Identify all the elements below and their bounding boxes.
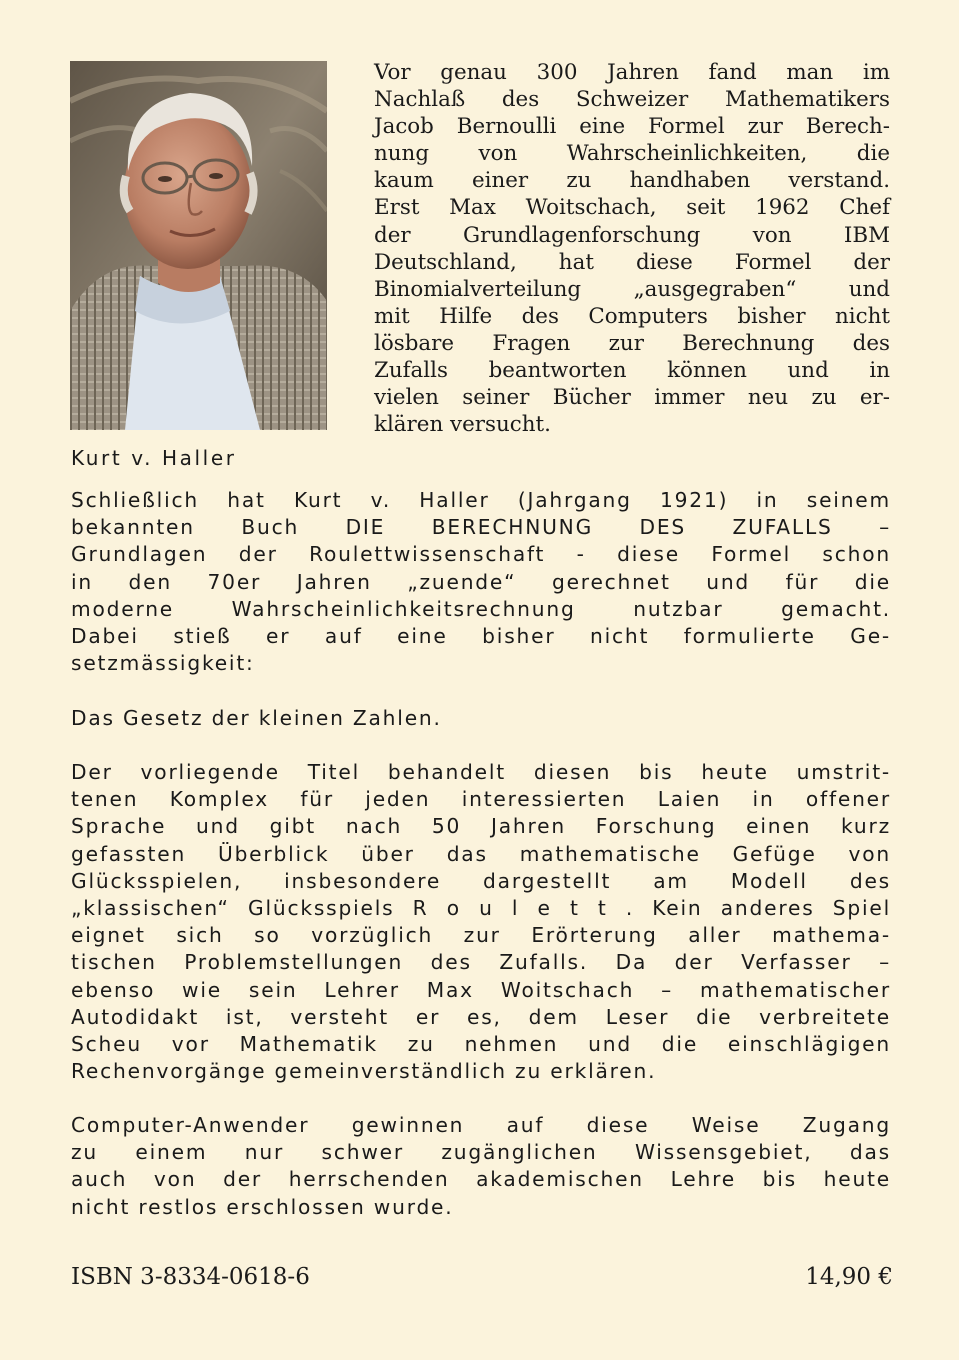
text-line: Dabei stieß er auf eine bisher nicht formulierte Ge- bbox=[71, 624, 891, 649]
text-line: Sprache und gibt nach 50 Jahren Forschung einen kurz bbox=[71, 814, 891, 839]
text-line: in den 70er Jahren „zuende“ gerechnet und für die bbox=[71, 569, 891, 594]
text-line: Autodidakt ist, versteht er es, dem Leser die verbreitete bbox=[71, 1004, 891, 1029]
text-line: zu einem nur schwer zugänglichen Wissensgebiet, das bbox=[71, 1140, 891, 1165]
text-line: Vor genau 300 Jahren fand man im bbox=[374, 60, 890, 85]
text-line: moderne Wahrscheinlichkeitsrechnung nutzbar gemacht. bbox=[71, 596, 891, 621]
text-line: tenen Komplex für jeden interessierten Laien in offener bbox=[71, 787, 891, 812]
isbn-number: ISBN 3-8334-0618-6 bbox=[71, 1264, 310, 1290]
text-line: Rechenvorgänge gemeinverständlich zu erklären. bbox=[71, 1059, 657, 1084]
portrait-illustration bbox=[70, 61, 327, 430]
law-statement: Das Gesetz der kleinen Zahlen. bbox=[71, 706, 442, 730]
paragraph-haller bbox=[71, 487, 891, 677]
intro-paragraph bbox=[374, 59, 890, 438]
text-line: ebenso wie sein Lehrer Max Woitschach – mathematischer bbox=[71, 977, 891, 1002]
text-line: klären versucht. bbox=[374, 412, 551, 438]
author-photo bbox=[70, 61, 327, 430]
text-line: Scheu vor Mathematik zu nehmen und die einschlägigen bbox=[71, 1032, 891, 1057]
text-line: der Grundlagenforschung von IBM bbox=[374, 222, 890, 248]
text-line: Binomialverteilung „ausgegraben“ und bbox=[374, 276, 890, 302]
text-line: Der vorliegende Titel behandelt diesen bis heute umstrit- bbox=[71, 760, 891, 784]
text-line: nung von Wahrscheinlichkeiten, die bbox=[374, 141, 890, 167]
text-line: „klassischen“ Glücksspiels R o u l e t t . Kein anderes Spiel bbox=[71, 896, 891, 921]
paragraph-computer-users bbox=[71, 1112, 891, 1221]
text-line: Grundlagen der Roulettwissenschaft - diese Formel schon bbox=[71, 542, 891, 567]
text-line: Jacob Bernoulli eine Formel zur Berech- bbox=[374, 114, 890, 140]
text-line: Glücksspielen, insbesondere dargestellt am Modell des bbox=[71, 868, 891, 893]
text-line: Nachlaß des Schweizer Mathematikers bbox=[374, 87, 890, 113]
text-line: bekannten Buch DIE BERECHNUNG DES ZUFALLS – bbox=[71, 515, 891, 540]
text-line: setzmässigkeit: bbox=[71, 651, 255, 676]
text-line: mit Hilfe des Computers bisher nicht bbox=[374, 303, 890, 329]
text-line: nicht restlos erschlossen wurde. bbox=[71, 1194, 454, 1219]
text-line: tischen Problemstellungen des Zufalls. Da der Verfasser – bbox=[71, 950, 891, 975]
paragraph-description bbox=[71, 759, 891, 1085]
text-line: Computer-Anwender gewinnen auf diese Weise Zugang bbox=[71, 1113, 891, 1137]
text-line: auch von der herrschenden akademischen Lehre bis heute bbox=[71, 1167, 891, 1192]
text-line: Deutschland, hat diese Formel der bbox=[374, 249, 890, 275]
text-line: Erst Max Woitschach, seit 1962 Chef bbox=[374, 195, 890, 221]
text-line: Zufalls beantworten können und in bbox=[374, 358, 890, 384]
text-line: eignet sich so vorzüglich zur Erörterung aller mathema- bbox=[71, 923, 891, 948]
text-line: vielen seiner Bücher immer neu zu er- bbox=[374, 385, 890, 411]
text-line: lösbare Fragen zur Berechnung des bbox=[374, 330, 890, 356]
text-line: kaum einer zu handhaben verstand. bbox=[374, 168, 890, 194]
text-line: gefassten Überblick über das mathematische Gefüge von bbox=[71, 841, 891, 866]
text-line: Schließlich hat Kurt v. Haller (Jahrgang 1921) in seinem bbox=[71, 488, 891, 512]
photo-caption: Kurt v. Haller bbox=[71, 446, 237, 470]
price: 14,90 € bbox=[805, 1264, 893, 1290]
